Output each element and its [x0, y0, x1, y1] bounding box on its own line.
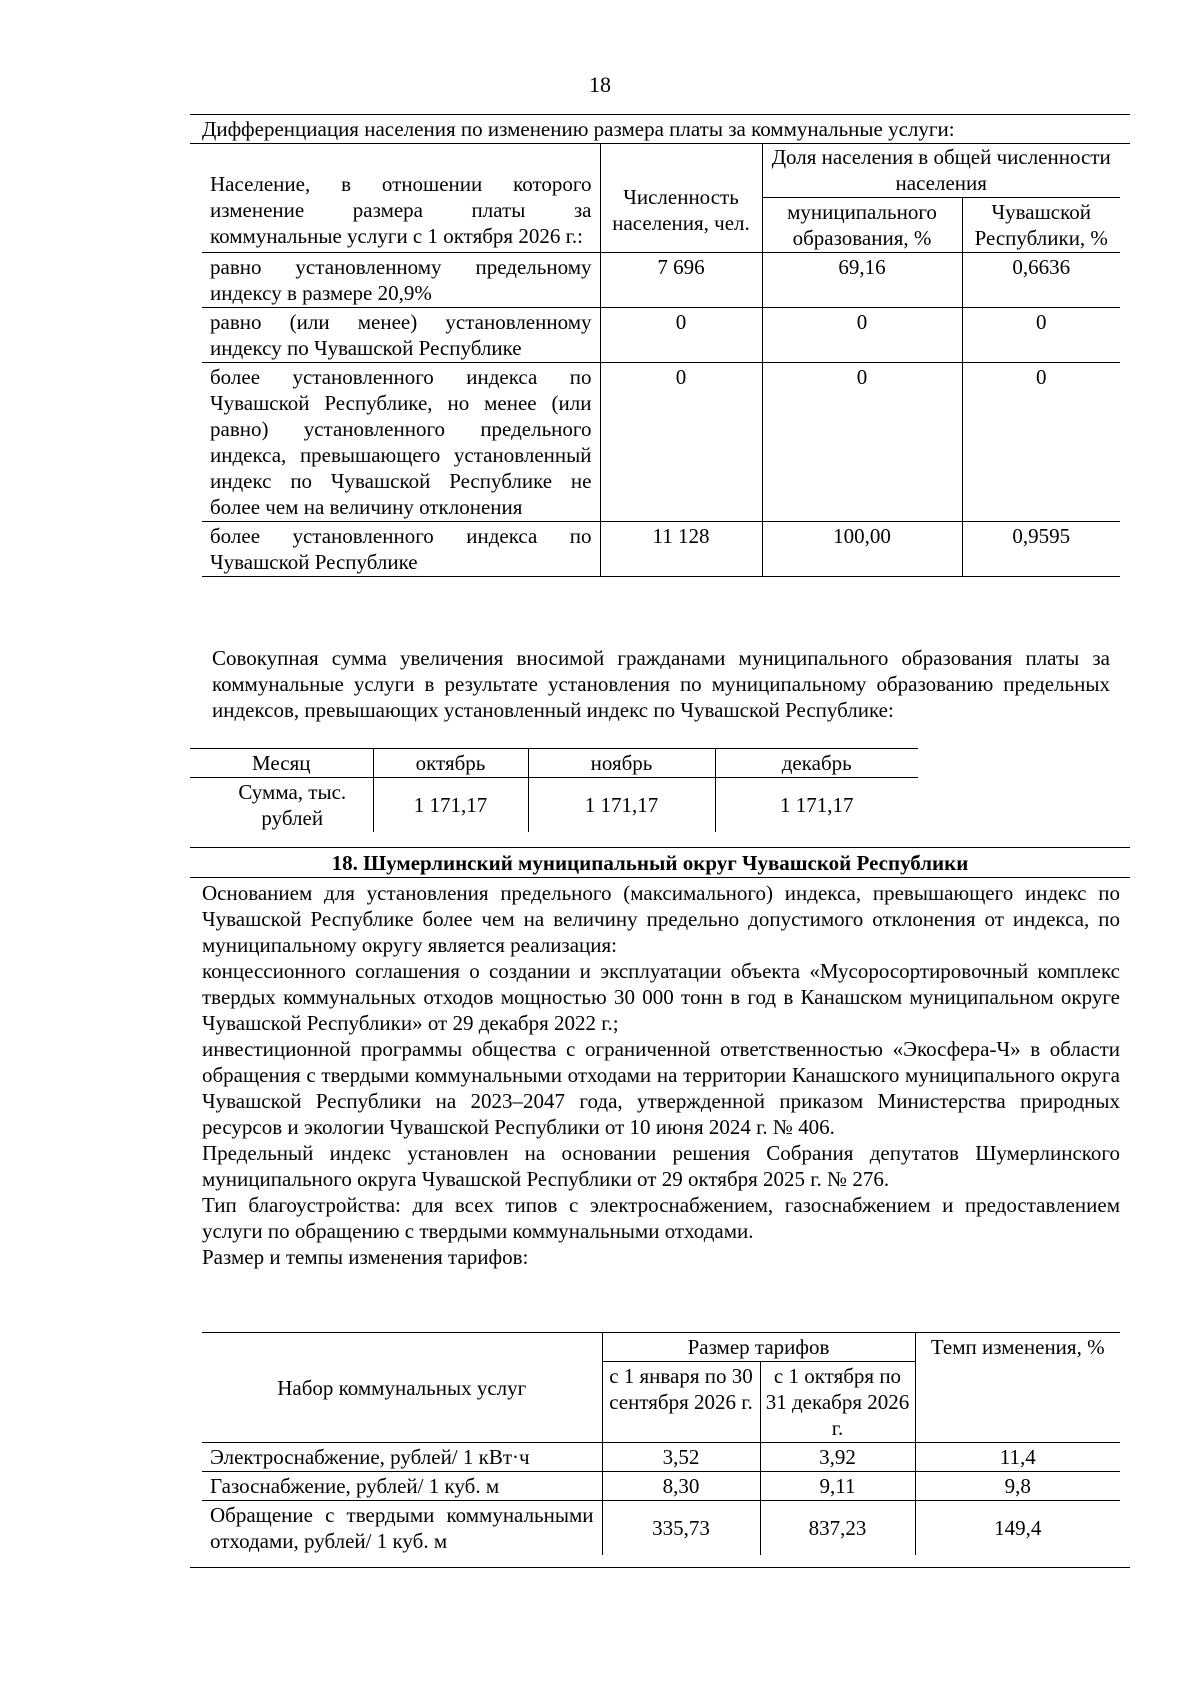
table3-caption: Размер и темпы изменения тарифов:: [202, 1245, 529, 1269]
section-heading: 18. Шумерлинский муниципальный округ Чувашской Республики: [331, 851, 969, 875]
row-label: более установленного индекса по Чувашской Республике: [202, 522, 600, 577]
share-group-header: Доля населения в общей численности населения: [762, 143, 1120, 198]
row-republic: 0,6636: [962, 253, 1120, 308]
sum-november: 1 171,17: [528, 778, 715, 833]
tariff-change: 149,4: [915, 1501, 1120, 1556]
page-number: 18: [589, 72, 611, 97]
population-header: Население, в отношении которого изменение размера платы за коммунальные услуги с 1 октября 2026 г.:: [202, 143, 600, 253]
service-name: Обращение с твердыми коммунальными отходами, рублей/ 1 куб. м: [202, 1501, 602, 1556]
month-december: декабрь: [715, 749, 918, 778]
table-row: [202, 1472, 1120, 1501]
row-republic: 0: [962, 363, 1120, 522]
paragraph: концессионного соглашения о создании и эксплуатации объекта «Мусоросортировочный комплекс твердых коммунальных отходов мощностью 30 000 тонн в год в Канашском муниципальном округе Чувашской Республики» от 29 декабря 2022 г.;: [202, 959, 1120, 1035]
section-body: [202, 880, 1120, 1270]
tariff-period1: 8,30: [602, 1472, 760, 1501]
table-row: [202, 363, 1120, 522]
paragraph: Предельный индекс установлен на основании решения Собрания депутатов Шумерлинского муниципального округа Чувашской Республики от 29 октября 2025 г. № 276.: [202, 1141, 1120, 1191]
row-republic: 0: [962, 308, 1120, 363]
period1-header: с 1 января по 30 сентября 2026 г.: [602, 1362, 760, 1443]
tariff-period1: 3,52: [602, 1443, 760, 1472]
tariff-period2: 837,23: [760, 1501, 915, 1556]
month-label: Месяц: [190, 749, 373, 778]
sum-december: 1 171,17: [715, 778, 918, 833]
month-october: октябрь: [373, 749, 528, 778]
row-count: 7 696: [600, 253, 762, 308]
table-row: [202, 1443, 1120, 1472]
service-name: Газоснабжение, рублей/ 1 куб. м: [202, 1472, 602, 1501]
paragraph: Основанием для установления предельного (максимального) индекса, превышающего индекс по Чувашской Республике более чем на величину предельно допустимого отклонения от индекса, по муниципальному округу является реализация:: [202, 881, 1120, 957]
row-municipal: 0: [762, 363, 962, 522]
month-november: ноябрь: [528, 749, 715, 778]
row-label: равно (или менее) установленному индексу по Чувашской Республике: [202, 308, 600, 363]
table1-caption: Дифференциация населения по изменению размера платы за коммунальные услуги:: [202, 117, 955, 141]
tariff-change: 11,4: [915, 1443, 1120, 1472]
tariff-change: 9,8: [915, 1472, 1120, 1501]
tariff-period2: 9,11: [760, 1472, 915, 1501]
paragraph: инвестиционной программы общества с ограниченной ответственностью «Экосфера-Ч» в области обращения с твердыми коммунальными отходами на территории Канашского муниципального округа Чувашской Республики на 2023–2047 года, утвержденной приказом Министерства природных ресурсов и экологии Чувашской Республики от 10 июня 2024 г. № 406.: [202, 1037, 1120, 1139]
paragraph: Тип благоустройства: для всех типов с электроснабжением, газоснабжением и предоставлением услуги по обращению с твердыми коммунальными отходами.: [202, 1193, 1120, 1243]
tariff-period1: 335,73: [602, 1501, 760, 1556]
row-municipal: 0: [762, 308, 962, 363]
table-row: [202, 1501, 1120, 1556]
row-municipal: 100,00: [762, 522, 962, 577]
table2-caption: Совокупная сумма увеличения вносимой гражданами муниципального образования платы за коммунальные услуги в результате установления по муниципальному образованию предельных индексов, превышающих установленный индекс по Чувашской Республике:: [212, 646, 1110, 722]
sum-october: 1 171,17: [373, 778, 528, 833]
row-label: более установленного индекса по Чувашской Республике, но менее (или равно) установленного предельного индекса, превышающего установленный индекс по Чувашской Республике не более чем на величину отклонения: [202, 363, 600, 522]
period2-header: с 1 октября по 31 декабря 2026 г.: [760, 1362, 915, 1443]
table-row: [202, 522, 1120, 577]
row-count: 0: [600, 308, 762, 363]
table-row: [202, 308, 1120, 363]
count-header: Численность населения, чел.: [600, 143, 762, 253]
row-label: равно установленному предельному индексу в размере 20,9%: [202, 253, 600, 308]
table-row: [202, 253, 1120, 308]
row-republic: 0,9595: [962, 522, 1120, 577]
tariff-group-header: Размер тарифов: [602, 1333, 915, 1362]
sum-label: Сумма, тыс. рублей: [190, 778, 373, 833]
service-name: Электроснабжение, рублей/ 1 кВт·ч: [202, 1443, 602, 1472]
share-republic-header: Чувашской Республики, %: [962, 198, 1120, 253]
row-municipal: 69,16: [762, 253, 962, 308]
services-header: Набор коммунальных услуг: [202, 1333, 602, 1443]
tariff-table: [202, 1332, 1120, 1555]
row-count: 11 128: [600, 522, 762, 577]
population-differentiation-table: [202, 143, 1120, 577]
change-header: Темп изменения, %: [915, 1333, 1120, 1443]
row-count: 0: [600, 363, 762, 522]
tariff-period2: 3,92: [760, 1443, 915, 1472]
share-municipal-header: муниципального образования, %: [762, 198, 962, 253]
increase-sum-table: [190, 748, 918, 832]
